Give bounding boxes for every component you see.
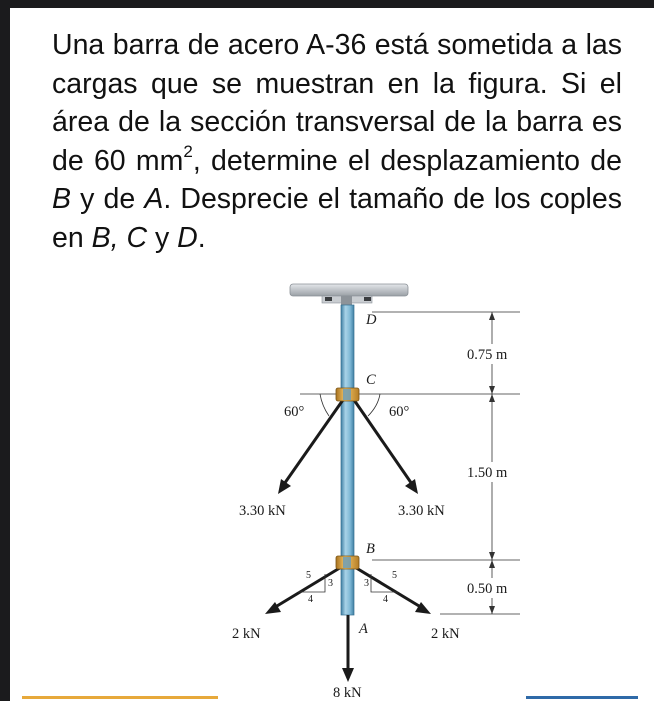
accent-bar-right [526,696,638,699]
point-label-c: C [366,372,376,388]
angle-arc-right [368,394,380,416]
angle-label-left: 60° [284,404,305,420]
dim-label-bottom: 0.50 m [467,581,508,597]
angle-arc-left [320,394,329,416]
force-label-c-left: 3.30 kN [239,503,286,519]
point-label-b: B [366,541,375,557]
slope-hyp-left: 5 [306,570,311,581]
point-label-a: A [359,621,368,637]
force-label-b-left: 2 kN [232,626,261,642]
accent-bar-left [22,696,218,699]
dim-label-mid: 1.50 m [467,465,508,481]
force-label-bottom: 8 kN [333,685,362,701]
slope-rise-left: 3 [328,578,333,589]
slope-run-right: 4 [383,594,388,605]
slope-hyp-right: 5 [392,570,397,581]
force-label-c-right: 3.30 kN [398,503,445,519]
problem-statement: Una barra de acero A-36 está sometida a las cargas que se muestran en la figura. Si el área de la sección transversal de la barra es de 60 $mm^2$, determine el desplazamiento de B y de A. Desprecie el tamaño de los coples en B, C y D. [52,29,622,254]
coupling-c [336,388,359,401]
force-label-b-right: 2 kN [431,626,460,642]
force-bottom-arrow [342,615,354,682]
coupling-b [336,556,359,569]
angle-label-right: 60° [389,404,410,420]
force-b-left-arrow [265,566,343,614]
dim-label-top: 0.75 m [467,347,508,363]
ceiling-support [290,284,408,306]
slope-rise-right: 3 [364,578,369,589]
point-label-d: D [366,312,377,328]
slope-run-left: 4 [308,594,313,605]
